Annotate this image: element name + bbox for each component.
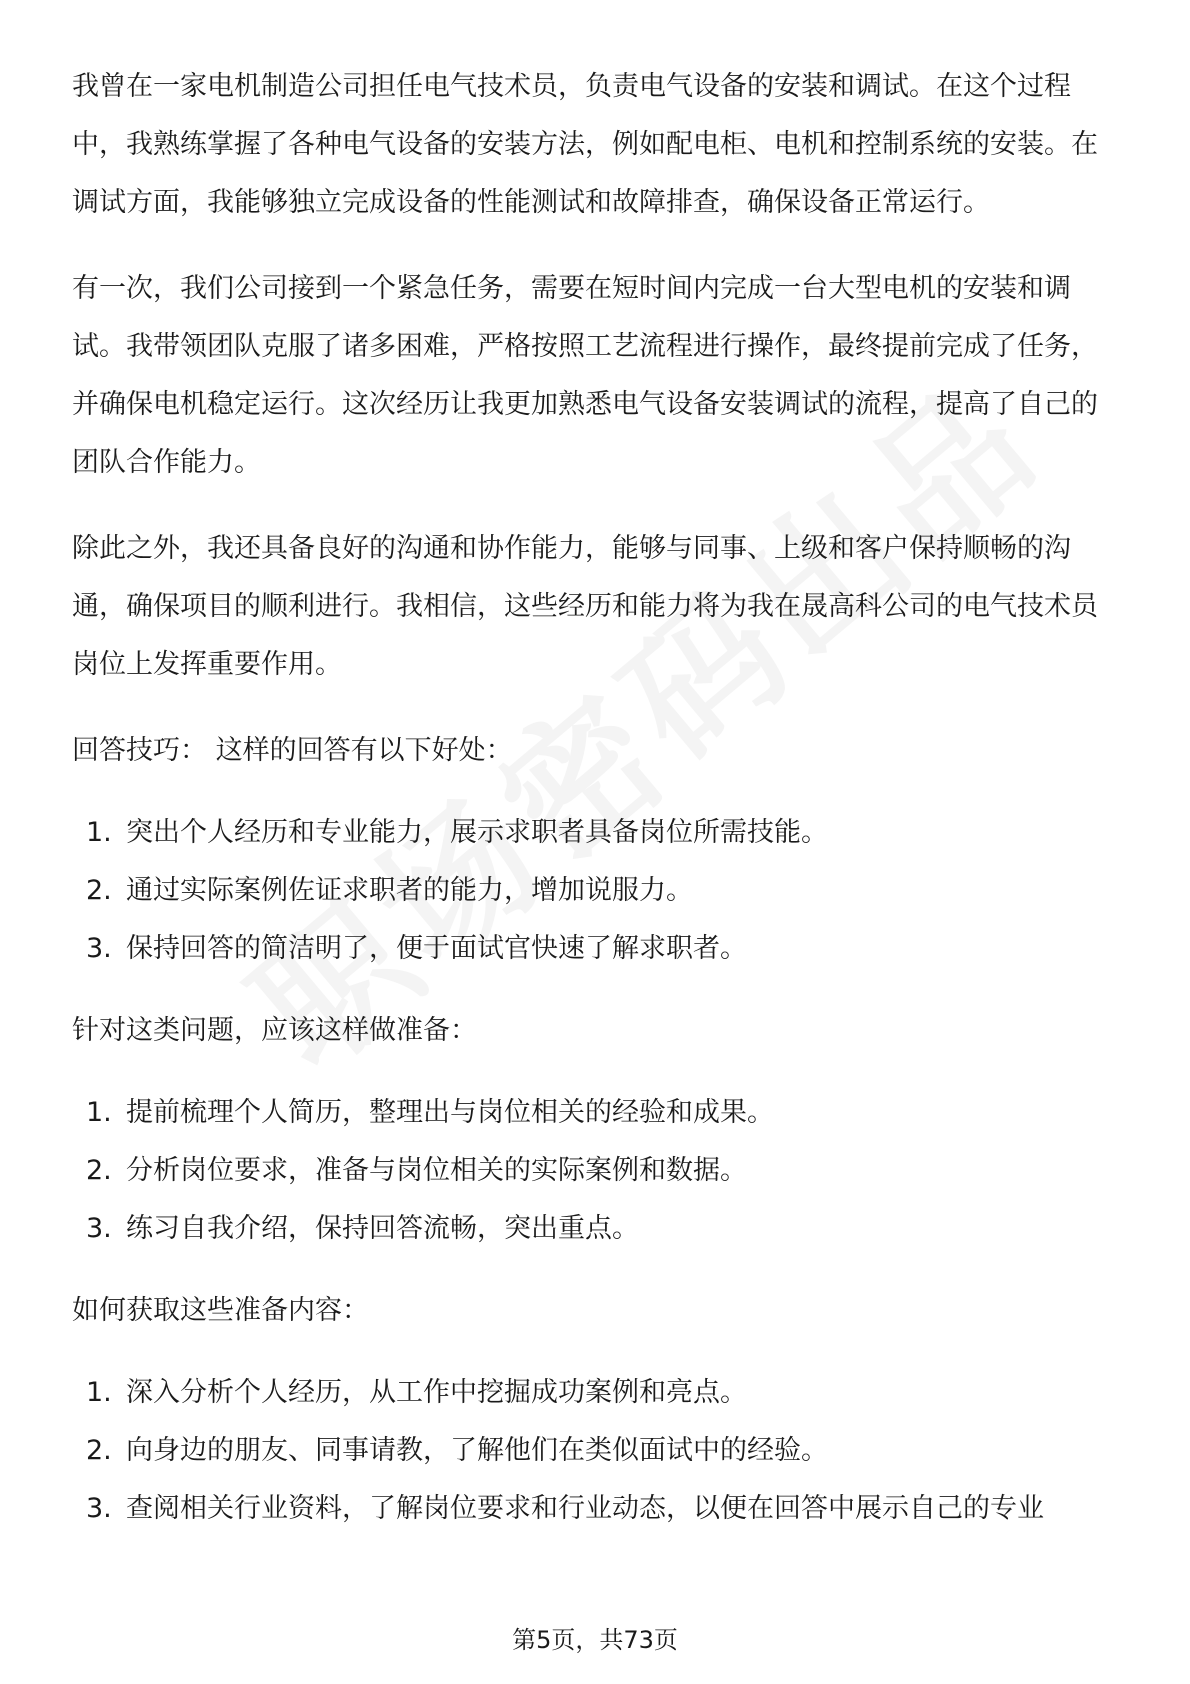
list-number: 2. [86,1435,112,1466]
list-item [72,804,1122,862]
list-number: 2. [86,875,112,906]
document-body [72,58,1122,1562]
list-item-text: 练习自我介绍，保持回答流畅，突出重点。 [126,1213,639,1244]
list-number: 1. [86,1377,112,1408]
prepare-heading: 针对这类问题，应该这样做准备： [72,1015,477,1046]
page-number: 第5页，共73页 [512,1626,678,1654]
paragraph-skills: 除此之外，我还具备良好的沟通和协作能力，能够与同事、上级和客户保持顺畅的沟通，确保项目的顺利进行。我相信，这些经历和能力将为我在晟高科公司的电气技术员岗位上发挥重要作用。 [72,533,1098,680]
list-number: 3. [86,933,112,964]
obtain-list [72,1364,1122,1538]
list-item-text: 深入分析个人经历，从工作中挖掘成功案例和亮点。 [126,1377,747,1408]
tips-heading: 回答技巧： 这样的回答有以下好处： [72,735,513,766]
obtain-heading: 如何获取这些准备内容： [72,1295,369,1326]
prepare-list [72,1084,1122,1258]
tips-list [72,804,1122,978]
list-number: 2. [86,1155,112,1186]
list-item [72,1200,1122,1258]
list-item [72,1084,1122,1142]
list-item-text: 查阅相关行业资料，了解岗位要求和行业动态，以便在回答中展示自己的专业 [126,1493,1044,1524]
list-item [72,1142,1122,1200]
list-number: 1. [86,1097,112,1128]
list-number: 3. [86,1213,112,1244]
list-item [72,1480,1122,1538]
list-item-text: 向身边的朋友、同事请教，了解他们在类似面试中的经验。 [126,1435,828,1466]
list-item-text: 通过实际案例佐证求职者的能力，增加说服力。 [126,875,693,906]
paragraph-experience: 我曾在一家电机制造公司担任电气技术员，负责电气设备的安装和调试。在这个过程中，我熟练掌握了各种电气设备的安装方法，例如配电柜、电机和控制系统的安装。在调试方面，我能够独立完成设备的性能测试和故障排查，确保设备正常运行。 [72,71,1098,218]
list-item [72,920,1122,978]
list-item-text: 保持回答的简洁明了，便于面试官快速了解求职者。 [126,933,747,964]
list-item [72,862,1122,920]
paragraph-example: 有一次，我们公司接到一个紧急任务，需要在短时间内完成一台大型电机的安装和调试。我带领团队克服了诸多困难，严格按照工艺流程进行操作，最终提前完成了任务，并确保电机稳定运行。这次经历让我更加熟悉电气设备安装调试的流程，提高了自己的团队合作能力。 [72,273,1098,478]
list-number: 1. [86,817,112,848]
list-number: 3. [86,1493,112,1524]
list-item-text: 分析岗位要求，准备与岗位相关的实际案例和数据。 [126,1155,747,1186]
list-item [72,1422,1122,1480]
list-item-text: 提前梳理个人简历，整理出与岗位相关的经验和成果。 [126,1097,774,1128]
list-item [72,1364,1122,1422]
list-item-text: 突出个人经历和专业能力，展示求职者具备岗位所需技能。 [126,817,828,848]
